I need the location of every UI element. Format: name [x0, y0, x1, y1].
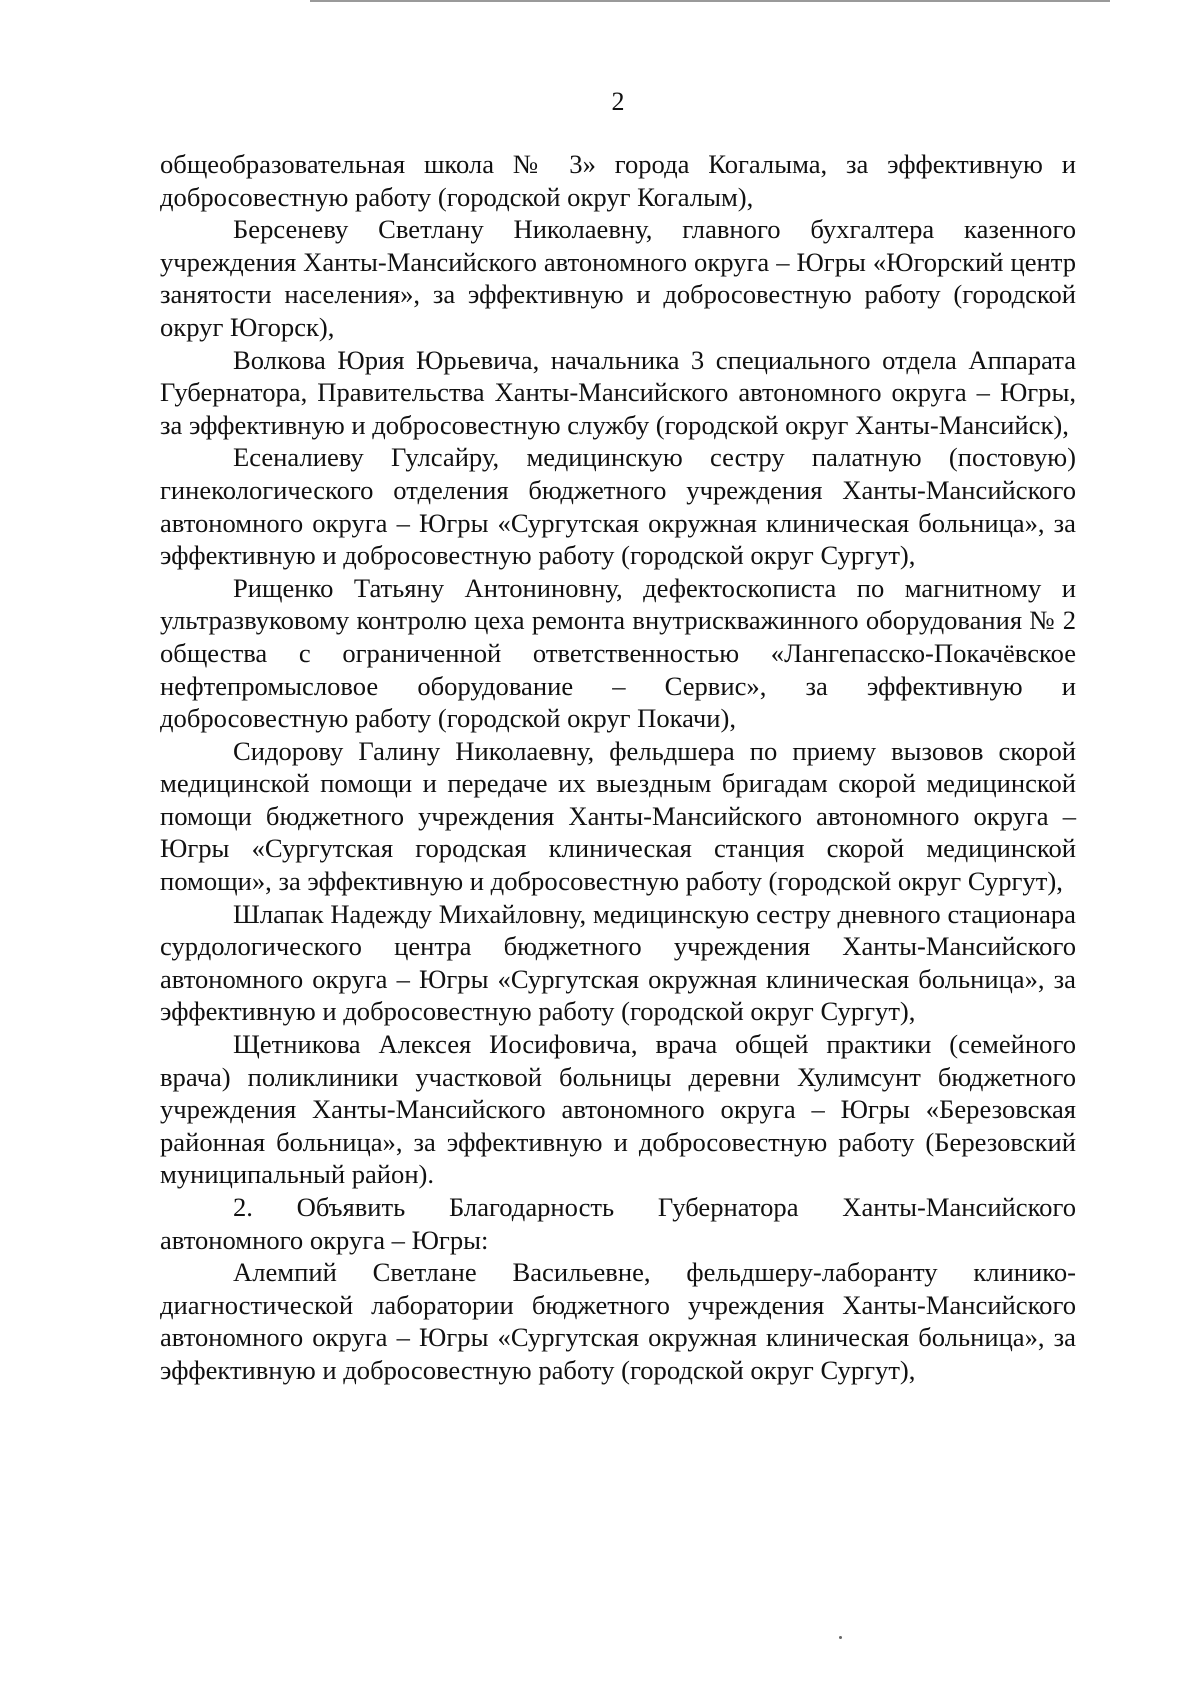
paragraph-continuation: общеобразовательная школа № 3» города Когалыма, за эффективную и добросовестную работу (городской округ Когалым), — [160, 149, 1076, 212]
paragraph-award-shlapak: Шлапак Надежду Михайловну, медицинскую сестру дневного стационара сурдологического центра бюджетного учреждения Ханты-Мансийского автономного округа – Югры «Сургутская окружная клиническая больница», за эффективную и добросовестную работу (городской округ Сургут), — [160, 898, 1076, 1027]
paragraph-award-shchetnikov: Щетникова Алексея Иосифовича, врача общей практики (семейного врача) поликлиники участковой больницы деревни Хулимсунт бюджетного учреждения Ханты-Мансийского автономного округа – Югры «Березовская районная больница», за эффективную и добросовестную работу (Березовский муниципальный район). — [160, 1029, 1076, 1190]
paragraph-award-sidorova: Сидорову Галину Николаевну, фельдшера по приему вызовов скорой медицинской помощи и передаче их выездным бригадам скорой медицинской помощи бюджетного учреждения Ханты-Мансийского автономного округа – Югры «Сургутская городская клиническая станция скорой медицинской помощи», за эффективную и добросовестную работу (городской округ Сургут), — [160, 735, 1076, 897]
scan-top-edge-line — [310, 0, 1110, 2]
paragraph-gratitude-alempiy: Алемпий Светлане Васильевне, фельдшеру-лаборанту клинико-диагностической лаборатории бюджетного учреждения Ханты-Мансийского автономного округа – Югры «Сургутская окружная клиническая больница», за эффективную и добросовестную работу (городской округ Сургут), — [160, 1257, 1076, 1385]
paragraph-award-rishchenko: Рищенко Татьяну Антониновну, дефектоскописта по магнитному и ультразвуковому контролю цеха ремонта внутрискважинного оборудования № 2 общества с ограниченной ответственностью «Лангепасско-Покачёвское нефтепромысловое оборудование – Сервис», за эффективную и добросовестную работу (городской округ Покачи), — [160, 572, 1076, 734]
paragraph-award-berseneva: Берсеневу Светлану Николаевну, главного бухгалтера казенного учреждения Ханты-Мансийского автономного округа – Югры «Югорский центр занятости населения», за эффективную и добросовестную работу (городской округ Югорск), — [160, 214, 1076, 342]
paragraph-section-2-heading: 2. Объявить Благодарность Губернатора Ханты-Мансийского автономного округа – Югры: — [160, 1192, 1076, 1255]
document-body — [160, 148, 1076, 1387]
scan-speck — [839, 1636, 842, 1639]
paragraph-award-esenalieva: Есеналиеву Гулсайру, медицинскую сестру палатную (постовую) гинекологического отделения бюджетного учреждения Ханты-Мансийского автономного округа – Югры «Сургутская окружная клиническая больница», за эффективную и добросовестную работу (городской округ Сургут), — [160, 442, 1076, 571]
page-number: 2 — [611, 87, 625, 116]
paragraph-award-volkov: Волкова Юрия Юрьевича, начальника 3 специального отдела Аппарата Губернатора, Правительства Ханты-Мансийского автономного округа – Югры, за эффективную и добросовестную службу (городской округ Ханты-Мансийск), — [160, 344, 1076, 440]
